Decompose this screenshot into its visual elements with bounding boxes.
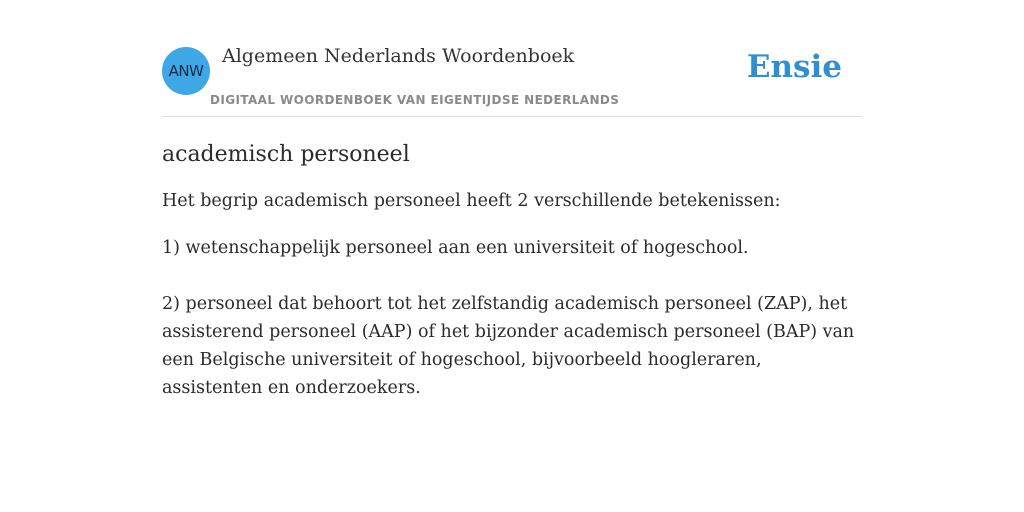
site-title[interactable]: Algemeen Nederlands Woordenboek xyxy=(222,45,575,67)
logo-text: ANW xyxy=(168,62,204,80)
anw-logo[interactable] xyxy=(162,47,210,95)
definition-list xyxy=(162,234,862,402)
entry-term: academisch personeel xyxy=(162,142,410,167)
site-subtitle: DIGITAAL WOORDENBOEK VAN EIGENTIJDSE NEDERLANDS xyxy=(210,93,620,107)
definition-item: 1) wetenschappelijk personeel aan een universiteit of hogeschool. xyxy=(162,238,749,258)
site-header xyxy=(162,40,862,117)
entry-intro: Het begrip academisch personeel heeft 2 verschillende betekenissen: xyxy=(162,191,781,211)
ensie-brand-link[interactable]: Ensie xyxy=(746,49,842,85)
entry-content xyxy=(162,138,862,430)
definition-item: 2) personeel dat behoort tot het zelfstandig academisch personeel (ZAP), het assisterend personeel (AAP) of het bijzonder academisch personeel (BAP) van een Belgische universiteit of hogeschool, bijvoorbeeld hoogleraren, assistenten en onderzoekers. xyxy=(162,294,855,398)
